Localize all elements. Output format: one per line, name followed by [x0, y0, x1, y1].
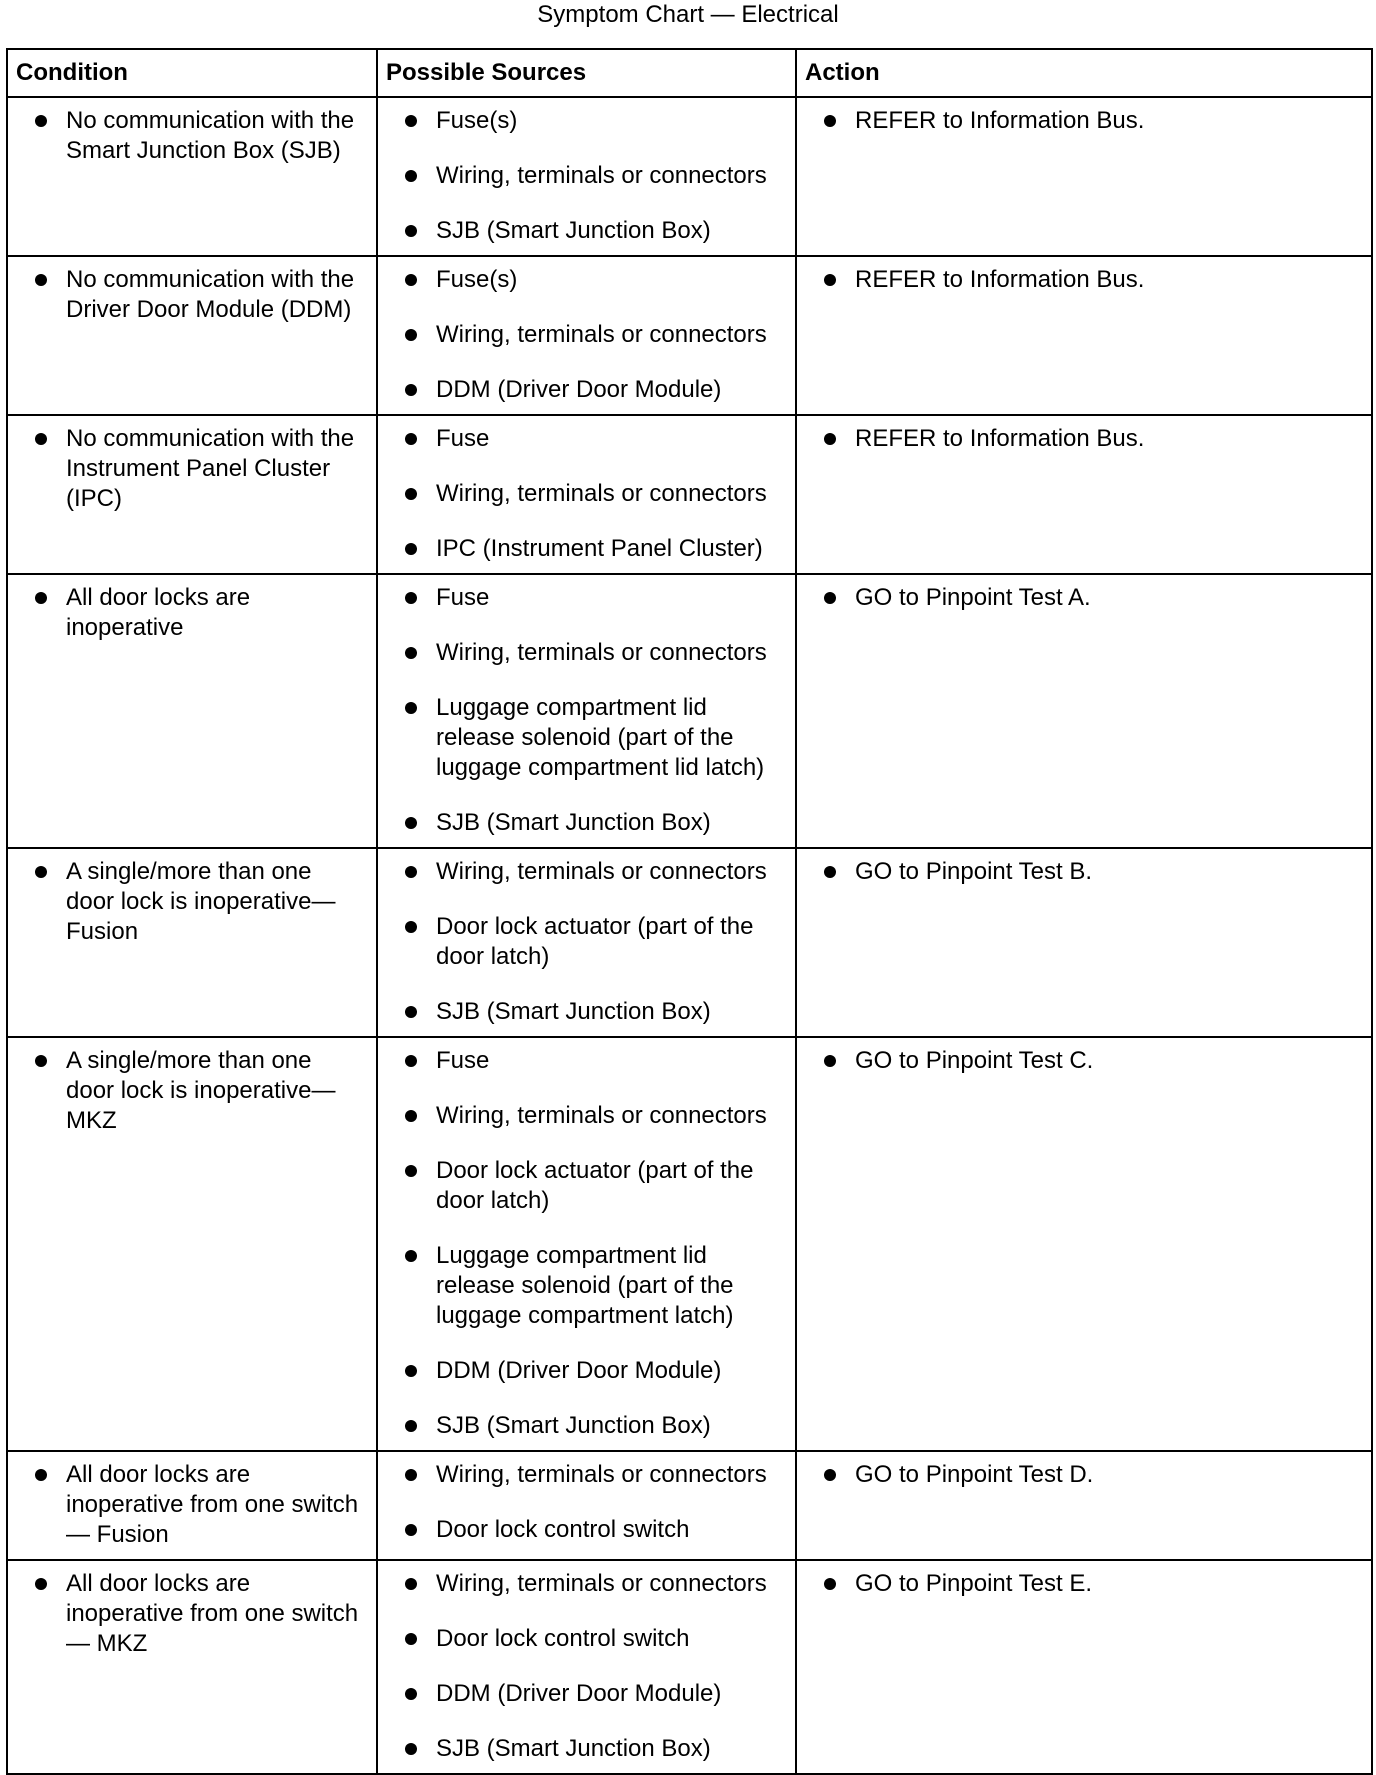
source-text: DDM (Driver Door Module): [436, 376, 722, 403]
condition-list: [18, 265, 366, 325]
bullet-icon: [405, 1006, 417, 1018]
source-text: Wiring, terminals or connectors: [436, 480, 767, 507]
bullet-icon: [405, 1524, 417, 1536]
bullet-icon: [405, 921, 417, 933]
source-text: Luggage compartment lid release solenoid (part of the luggage compartment lid latch): [436, 694, 765, 781]
bullet-icon: [35, 866, 47, 878]
source-text: IPC (Instrument Panel Cluster): [436, 535, 763, 562]
bullet-icon: [35, 1055, 47, 1067]
source-item: [388, 216, 785, 246]
source-text: Luggage compartment lid release solenoid (part of the luggage compartment latch): [436, 1242, 734, 1329]
condition-cell: [7, 1451, 377, 1560]
source-item: [388, 808, 785, 838]
table-row: [7, 574, 1372, 848]
source-item: [388, 912, 785, 972]
action-text: GO to Pinpoint Test A.: [855, 584, 1091, 611]
action-list: [807, 1460, 1361, 1490]
action-text: REFER to Information Bus.: [855, 425, 1145, 452]
bullet-icon: [405, 592, 417, 604]
action-cell: [796, 1451, 1372, 1560]
action-text: GO to Pinpoint Test E.: [855, 1570, 1093, 1597]
source-item: [388, 375, 785, 405]
condition-item: [18, 1569, 366, 1659]
action-cell: [796, 574, 1372, 848]
action-text: REFER to Information Bus.: [855, 266, 1145, 293]
source-item: [388, 320, 785, 350]
bullet-icon: [824, 592, 836, 604]
action-item: [807, 857, 1361, 887]
condition-list: [18, 106, 366, 166]
bullet-icon: [405, 170, 417, 182]
source-item: [388, 1411, 785, 1441]
condition-item: [18, 265, 366, 325]
source-text: Fuse(s): [436, 107, 518, 134]
condition-text: A single/more than one door lock is inoperative— MKZ: [66, 1047, 336, 1134]
source-item: [388, 638, 785, 668]
action-text: REFER to Information Bus.: [855, 107, 1145, 134]
bullet-icon: [405, 1365, 417, 1377]
action-cell: [796, 415, 1372, 574]
action-list: [807, 106, 1361, 136]
action-list: [807, 424, 1361, 454]
condition-list: [18, 1569, 366, 1659]
source-item: [388, 1460, 785, 1490]
action-item: [807, 1460, 1361, 1490]
source-item: [388, 1356, 785, 1386]
bullet-icon: [35, 1469, 47, 1481]
header-action: Action: [796, 49, 1372, 97]
condition-cell: [7, 1037, 377, 1451]
action-list: [807, 583, 1361, 613]
action-cell: [796, 97, 1372, 256]
condition-item: [18, 1460, 366, 1550]
condition-cell: [7, 256, 377, 415]
bullet-icon: [824, 274, 836, 286]
source-text: SJB (Smart Junction Box): [436, 1412, 711, 1439]
source-item: [388, 583, 785, 613]
action-cell: [796, 1037, 1372, 1451]
bullet-icon: [405, 274, 417, 286]
bullet-icon: [405, 817, 417, 829]
source-text: Wiring, terminals or connectors: [436, 639, 767, 666]
condition-list: [18, 1460, 366, 1550]
source-text: DDM (Driver Door Module): [436, 1680, 722, 1707]
bullet-icon: [405, 225, 417, 237]
action-cell: [796, 848, 1372, 1037]
bullet-icon: [405, 647, 417, 659]
condition-text: All door locks are inoperative from one switch— Fusion: [66, 1461, 359, 1548]
source-item: [388, 161, 785, 191]
source-item: [388, 857, 785, 887]
bullet-icon: [405, 702, 417, 714]
source-text: Fuse: [436, 425, 490, 452]
source-text: Door lock control switch: [436, 1625, 690, 1652]
source-text: Wiring, terminals or connectors: [436, 1102, 767, 1129]
source-list: [388, 424, 785, 564]
bullet-icon: [405, 1688, 417, 1700]
bullet-icon: [405, 1250, 417, 1262]
chart-title: Symptom Chart — Electrical: [537, 1, 839, 28]
condition-text: All door locks are inoperative: [66, 584, 251, 641]
action-cell: [796, 1560, 1372, 1774]
source-text: SJB (Smart Junction Box): [436, 217, 711, 244]
possible-sources-cell: [377, 574, 796, 848]
action-list: [807, 1569, 1361, 1599]
possible-sources-cell: [377, 415, 796, 574]
source-item: [388, 1569, 785, 1599]
condition-text: No communication with the Instrument Panel Cluster (IPC): [66, 425, 355, 512]
bullet-icon: [405, 1469, 417, 1481]
source-text: SJB (Smart Junction Box): [436, 809, 711, 836]
source-item: [388, 1515, 785, 1545]
bullet-icon: [405, 384, 417, 396]
action-item: [807, 1046, 1361, 1076]
source-text: Wiring, terminals or connectors: [436, 321, 767, 348]
bullet-icon: [35, 115, 47, 127]
bullet-icon: [405, 433, 417, 445]
action-item: [807, 265, 1361, 295]
bullet-icon: [824, 1578, 836, 1590]
table-row: [7, 1560, 1372, 1774]
condition-list: [18, 424, 366, 514]
action-list: [807, 265, 1361, 295]
source-text: Fuse: [436, 1047, 490, 1074]
bullet-icon: [405, 1420, 417, 1432]
bullet-icon: [405, 1110, 417, 1122]
source-item: [388, 1156, 785, 1216]
condition-text: No communication with the Driver Door Module (DDM): [66, 266, 355, 323]
source-item: [388, 1046, 785, 1076]
source-item: [388, 424, 785, 454]
source-text: Door lock actuator (part of the door latch): [436, 1157, 754, 1214]
condition-text: A single/more than one door lock is inoperative— Fusion: [66, 858, 336, 945]
source-text: Fuse: [436, 584, 490, 611]
table-row: [7, 97, 1372, 256]
bullet-icon: [35, 592, 47, 604]
source-list: [388, 106, 785, 246]
source-text: SJB (Smart Junction Box): [436, 1735, 711, 1762]
bullet-icon: [405, 1055, 417, 1067]
bullet-icon: [824, 1055, 836, 1067]
condition-item: [18, 106, 366, 166]
source-item: [388, 997, 785, 1027]
action-item: [807, 583, 1361, 613]
source-text: Door lock control switch: [436, 1516, 690, 1543]
bullet-icon: [405, 543, 417, 555]
bullet-icon: [824, 1469, 836, 1481]
possible-sources-cell: [377, 1560, 796, 1774]
source-list: [388, 583, 785, 838]
bullet-icon: [824, 115, 836, 127]
condition-cell: [7, 1560, 377, 1774]
source-item: [388, 693, 785, 783]
condition-item: [18, 857, 366, 947]
source-item: [388, 1679, 785, 1709]
source-item: [388, 479, 785, 509]
action-list: [807, 1046, 1361, 1076]
bullet-icon: [35, 433, 47, 445]
source-item: [388, 1624, 785, 1654]
bullet-icon: [824, 433, 836, 445]
bullet-icon: [35, 1578, 47, 1590]
source-item: [388, 265, 785, 295]
condition-list: [18, 1046, 366, 1136]
action-text: GO to Pinpoint Test B.: [855, 858, 1093, 885]
source-text: Wiring, terminals or connectors: [436, 1570, 767, 1597]
possible-sources-cell: [377, 1037, 796, 1451]
header-row: [7, 49, 1372, 97]
action-text: GO to Pinpoint Test C.: [855, 1047, 1094, 1074]
bullet-icon: [824, 866, 836, 878]
header-condition: Condition: [7, 49, 377, 97]
action-cell: [796, 256, 1372, 415]
source-item: [388, 1101, 785, 1131]
table-row: [7, 415, 1372, 574]
bullet-icon: [405, 866, 417, 878]
source-item: [388, 106, 785, 136]
action-item: [807, 106, 1361, 136]
condition-list: [18, 857, 366, 947]
source-item: [388, 1241, 785, 1331]
source-text: SJB (Smart Junction Box): [436, 998, 711, 1025]
condition-text: All door locks are inoperative from one switch— MKZ: [66, 1570, 359, 1657]
bullet-icon: [405, 115, 417, 127]
table-body: [7, 97, 1372, 1774]
source-item: [388, 534, 785, 564]
condition-item: [18, 424, 366, 514]
source-item: [388, 1734, 785, 1764]
header-possible-sources: Possible Sources: [377, 49, 796, 97]
condition-cell: [7, 415, 377, 574]
table-row: [7, 1037, 1372, 1451]
source-list: [388, 1046, 785, 1441]
possible-sources-cell: [377, 256, 796, 415]
action-item: [807, 1569, 1361, 1599]
action-list: [807, 857, 1361, 887]
source-list: [388, 857, 785, 1027]
source-list: [388, 1569, 785, 1764]
possible-sources-cell: [377, 97, 796, 256]
condition-list: [18, 583, 366, 643]
bullet-icon: [405, 1633, 417, 1645]
possible-sources-cell: [377, 848, 796, 1037]
source-list: [388, 1460, 785, 1545]
condition-item: [18, 583, 366, 643]
bullet-icon: [405, 1165, 417, 1177]
table-row: [7, 1451, 1372, 1560]
condition-cell: [7, 848, 377, 1037]
symptom-table: [6, 48, 1373, 1775]
table-row: [7, 848, 1372, 1037]
possible-sources-cell: [377, 1451, 796, 1560]
action-item: [807, 424, 1361, 454]
action-text: GO to Pinpoint Test D.: [855, 1461, 1094, 1488]
bullet-icon: [35, 274, 47, 286]
bullet-icon: [405, 1578, 417, 1590]
source-list: [388, 265, 785, 405]
condition-cell: [7, 97, 377, 256]
source-text: Wiring, terminals or connectors: [436, 162, 767, 189]
condition-text: No communication with the Smart Junction Box (SJB): [66, 107, 355, 164]
bullet-icon: [405, 488, 417, 500]
source-text: DDM (Driver Door Module): [436, 1357, 722, 1384]
source-text: Wiring, terminals or connectors: [436, 858, 767, 885]
bullet-icon: [405, 329, 417, 341]
source-text: Wiring, terminals or connectors: [436, 1461, 767, 1488]
source-text: Fuse(s): [436, 266, 518, 293]
bullet-icon: [405, 1743, 417, 1755]
condition-item: [18, 1046, 366, 1136]
condition-cell: [7, 574, 377, 848]
table-row: [7, 256, 1372, 415]
source-text: Door lock actuator (part of the door latch): [436, 913, 754, 970]
